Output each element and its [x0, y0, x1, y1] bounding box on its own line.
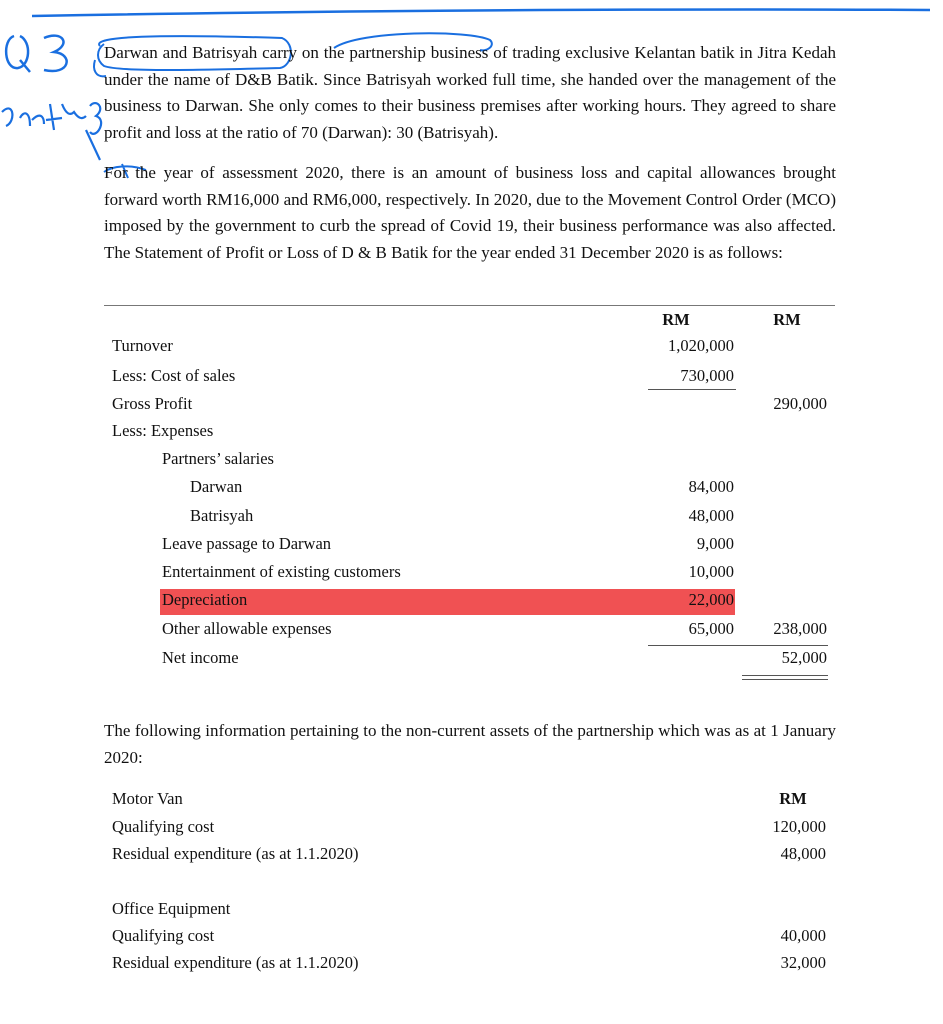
table-top-rule	[104, 305, 835, 306]
statement-row-col1: 48,000	[688, 506, 734, 525]
statement-row	[0, 446, 943, 472]
office-equipment-title-row	[0, 896, 943, 922]
intro-paragraph: Darwan and Batrisyah carry on the partnership business of trading exclusive Kelantan batik in Jitra Kedah under the name of D&B Batik. Since Batrisyah worked full time, she handed over the management of the business to Darwan. She only comes to their business premises after working hours. They agreed to share profit and loss at the ratio of 70 (Darwan): 30 (Batrisyah).	[104, 43, 836, 142]
statement-row-label: Batrisyah	[190, 506, 254, 525]
motor-van-re-value: 48,000	[780, 844, 826, 863]
office-equipment-qc-label: Qualifying cost	[112, 926, 215, 945]
statement-row-label: Less: Expenses	[112, 421, 214, 440]
motor-van-re-row	[0, 841, 943, 867]
statement-row	[0, 503, 943, 529]
statement-row-col2: 238,000	[773, 619, 827, 638]
handwritten-3	[44, 36, 67, 71]
statement-row-label: Darwan	[190, 477, 243, 496]
assets-header-row	[0, 786, 943, 812]
statement-row	[0, 531, 943, 557]
net-income-underline-1	[742, 675, 828, 676]
margin-note-scribble	[2, 103, 101, 160]
expenses-total-rule	[648, 645, 828, 646]
top-ink-line	[32, 9, 930, 16]
motor-van-qc-value: 120,000	[772, 817, 826, 836]
statement-row-label: Leave passage to Darwan	[162, 534, 332, 553]
statement-row	[0, 616, 943, 642]
statement-row-col1: 730,000	[680, 366, 734, 385]
office-equipment-qc-value: 40,000	[780, 926, 826, 945]
statement-row-label: Gross Profit	[112, 394, 193, 413]
handwritten-q	[6, 36, 30, 72]
statement-row-col2: 290,000	[773, 394, 827, 413]
statement-row-col1: 10,000	[688, 562, 734, 581]
statement-row	[0, 391, 943, 417]
statement-row	[0, 474, 943, 500]
assets-rm-header: RM	[779, 789, 807, 808]
table-header-row	[0, 307, 943, 333]
assets-paragraph: The following information pertaining to the non-current assets of the partnership which was as at 1 January 2020:	[104, 721, 836, 767]
statement-row-label: Other allowable expenses	[162, 619, 332, 638]
office-equipment-re-label: Residual expenditure (as at 1.1.2020)	[112, 953, 359, 972]
statement-row-col2: 52,000	[781, 648, 827, 667]
statement-row-label: Less: Cost of sales	[112, 366, 236, 385]
statement-row-col1: 1,020,000	[668, 336, 734, 355]
net-income-underline-2	[742, 679, 828, 680]
office-equipment-re-row	[0, 950, 943, 976]
statement-row-label: Turnover	[112, 336, 173, 355]
col2-header: RM	[773, 310, 801, 329]
assessment-paragraph: For the year of assessment 2020, there is an amount of business loss and capital allowances brought forward worth RM16,000 and RM6,000, respectively. In 2020, due to the Movement Control Order (MCO) imposed by the government to curb the spread of Covid 19, their business performance was also affected. The Statement of Profit or Loss of D & B Batik for the year ended 31 December 2020 is as follows:	[104, 163, 836, 262]
statement-row-col1: 9,000	[696, 534, 734, 553]
gross-subtotal-rule	[648, 389, 736, 390]
statement-row	[0, 587, 943, 613]
statement-row	[0, 333, 943, 359]
statement-row-label: Net income	[162, 648, 239, 667]
statement-row	[0, 418, 943, 444]
statement-row-label: Partners’ salaries	[162, 449, 274, 468]
motor-van-qc-label: Qualifying cost	[112, 817, 215, 836]
statement-row-col1: 84,000	[688, 477, 734, 496]
motor-van-title: Motor Van	[112, 789, 183, 808]
office-equipment-re-value: 32,000	[780, 953, 826, 972]
motor-van-re-label: Residual expenditure (as at 1.1.2020)	[112, 844, 359, 863]
office-equipment-qc-row	[0, 923, 943, 949]
statement-row	[0, 559, 943, 585]
statement-row-col1: 22,000	[688, 590, 734, 609]
statement-row-col1: 65,000	[688, 619, 734, 638]
col1-header: RM	[662, 310, 690, 329]
statement-row	[0, 363, 943, 389]
statement-row	[0, 645, 943, 671]
motor-van-qc-row	[0, 814, 943, 840]
office-equipment-title: Office Equipment	[112, 899, 231, 918]
statement-row-label: Entertainment of existing customers	[162, 562, 401, 581]
statement-row-label: Depreciation	[162, 590, 248, 609]
